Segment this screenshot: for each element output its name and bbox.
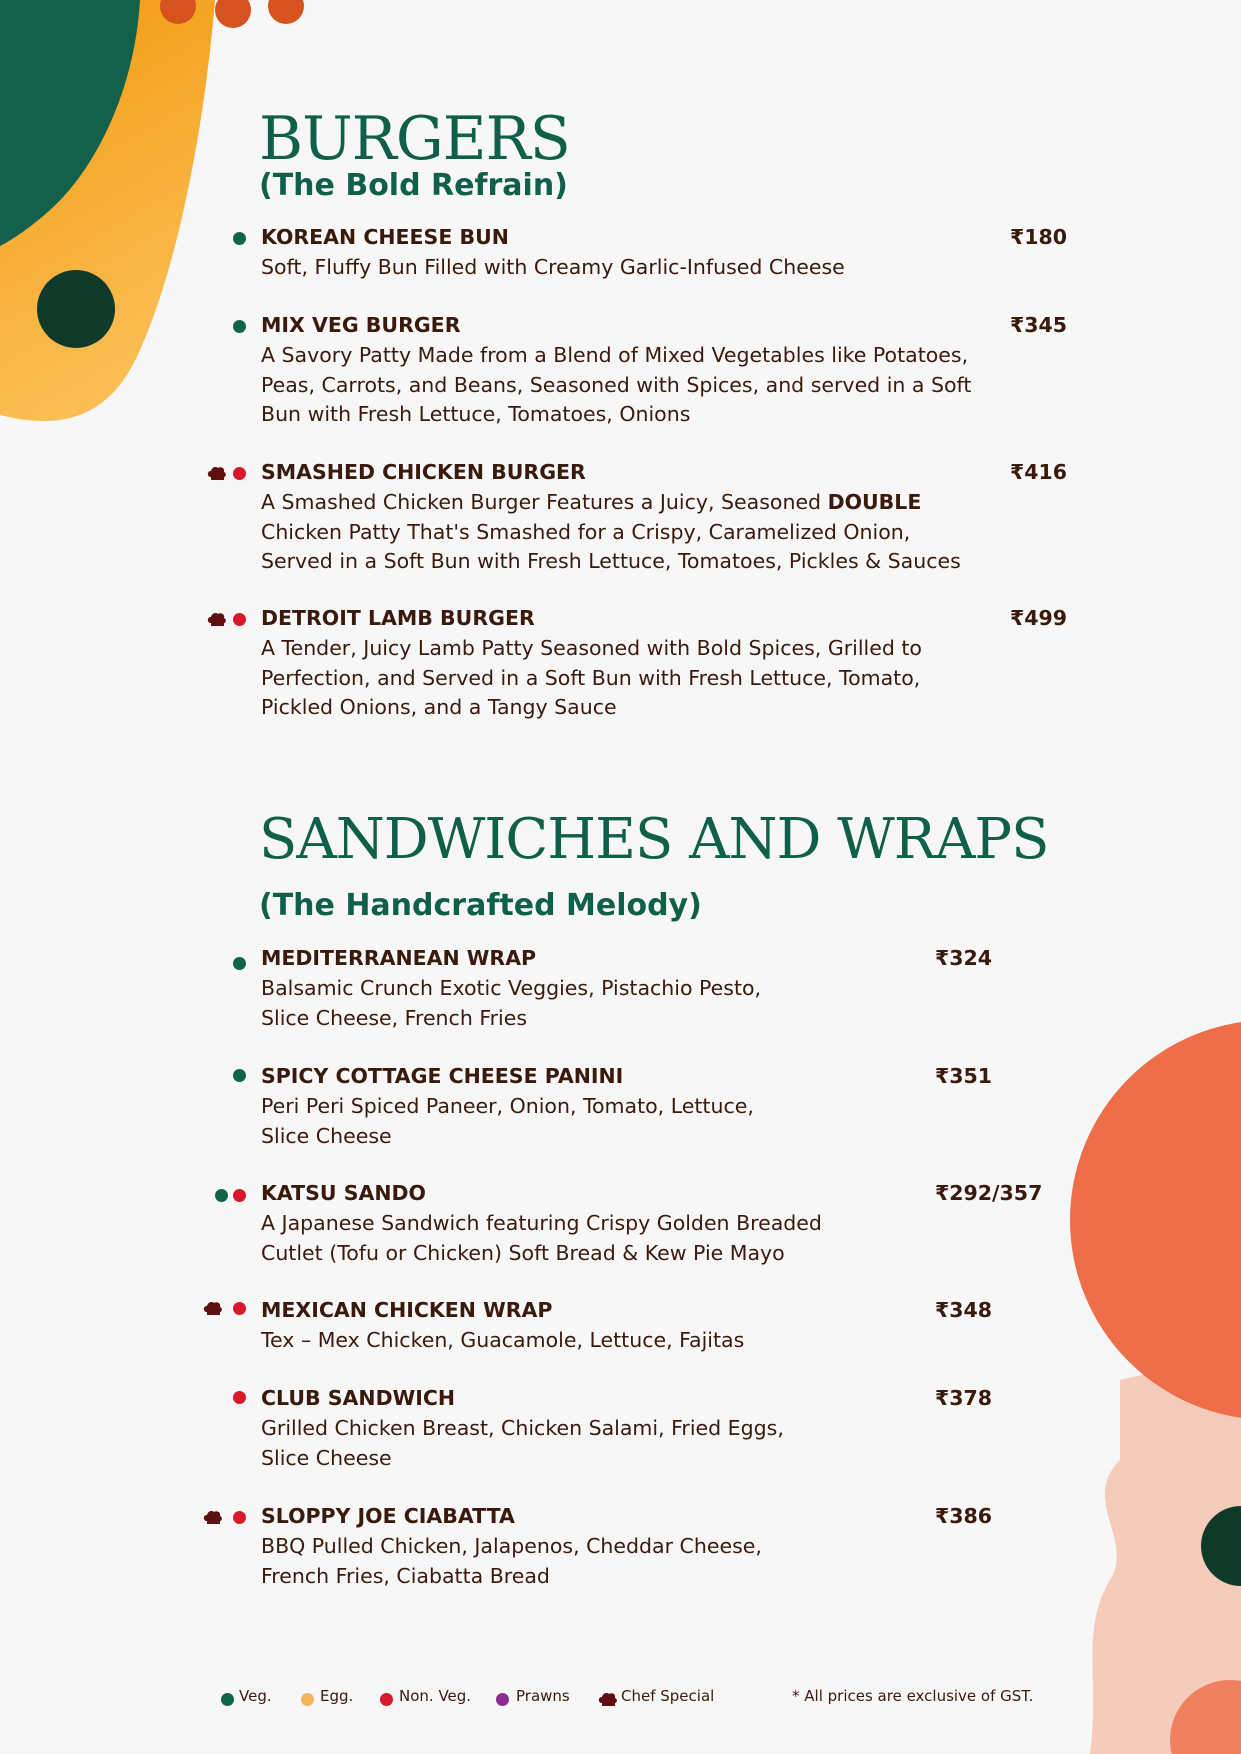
section-title-burgers: BURGERS [259, 104, 570, 174]
chef-hat-icon [203, 1301, 223, 1315]
legend-prawns-label: Prawns [516, 1687, 570, 1705]
item-description: Grilled Chicken Breast, Chicken Salami, Fried Eggs, Slice Cheese [261, 1416, 784, 1470]
item-name: KOREAN CHEESE BUN [261, 225, 509, 249]
item-price: ₹345 [1010, 313, 1068, 337]
legend-chef-special-label: Chef Special [621, 1687, 715, 1705]
item-price: ₹416 [1010, 460, 1068, 484]
legend-veg-label: Veg. [239, 1687, 272, 1705]
item-name: MIX VEG BURGER [261, 313, 461, 337]
legend-egg-dot [301, 1693, 314, 1706]
non-veg-marker [233, 1302, 246, 1315]
item-price: ₹292/357 [935, 1181, 1043, 1205]
item-description: Tex – Mex Chicken, Guacamole, Lettuce, Fajitas [261, 1328, 745, 1352]
item-description: Peri Peri Spiced Paneer, Onion, Tomato, Lettuce, Slice Cheese [261, 1094, 754, 1148]
non-veg-marker [233, 467, 246, 480]
item-description: Soft, Fluffy Bun Filled with Creamy Garlic-Infused Cheese [261, 255, 845, 279]
legend [0, 1687, 1241, 1711]
item-name: DETROIT LAMB BURGER [261, 606, 535, 630]
item-price: ₹378 [935, 1386, 993, 1410]
legend-prawns-dot [496, 1693, 509, 1706]
legend-egg-label: Egg. [320, 1687, 354, 1705]
non-veg-marker [233, 1391, 246, 1404]
item-price: ₹180 [1010, 225, 1068, 249]
non-veg-marker [233, 1189, 246, 1202]
item-name: MEDITERRANEAN WRAP [261, 946, 537, 970]
item-description: A Smashed Chicken Burger Features a Juicy, Seasoned DOUBLE Chicken Patty That's Smashed for a Crispy, Caramelized Onion, Served in a Soft Bun with Fresh Lettuce, Tomatoes, Pickles & Sauces [261, 490, 961, 573]
section-title-sandwiches-wraps: SANDWICHES AND WRAPS [259, 807, 1049, 872]
item-price: ₹348 [935, 1298, 993, 1322]
chef-hat-icon [598, 1692, 618, 1706]
bottom-right-decoration [1040, 980, 1241, 1754]
item-description: A Savory Patty Made from a Blend of Mixed Vegetables like Potatoes, Peas, Carrots, and Beans, Seasoned with Spices, and served in a Soft Bun with Fresh Lettuce, Tomatoes, Onions [261, 343, 972, 426]
item-name: CLUB SANDWICH [261, 1386, 456, 1410]
chef-hat-icon [207, 612, 227, 626]
item-description: Balsamic Crunch Exotic Veggies, Pistachio Pesto, Slice Cheese, French Fries [261, 976, 762, 1030]
item-name: KATSU SANDO [261, 1181, 426, 1205]
non-veg-marker [233, 1511, 246, 1524]
item-description: BBQ Pulled Chicken, Jalapenos, Cheddar Cheese, French Fries, Ciabatta Bread [261, 1534, 762, 1588]
legend-veg-dot [221, 1693, 234, 1706]
item-name: SMASHED CHICKEN BURGER [261, 460, 586, 484]
item-description: A Japanese Sandwich featuring Crispy Golden Breaded Cutlet (Tofu or Chicken) Soft Bread & Kew Pie Mayo [261, 1211, 822, 1265]
item-name: SLOPPY JOE CIABATTA [261, 1504, 515, 1528]
veg-marker [233, 320, 246, 333]
veg-marker [233, 957, 246, 970]
item-name: MEXICAN CHICKEN WRAP [261, 1298, 553, 1322]
item-name: SPICY COTTAGE CHEESE PANINI [261, 1064, 624, 1088]
gst-note: * All prices are exclusive of GST. [792, 1687, 1034, 1705]
veg-marker [233, 1069, 246, 1082]
section-subtitle-sandwiches-wraps: (The Handcrafted Melody) [259, 888, 702, 923]
chef-hat-icon [203, 1510, 223, 1524]
legend-non-veg-dot [380, 1693, 393, 1706]
chef-hat-icon [207, 466, 227, 480]
veg-marker [215, 1189, 228, 1202]
section-subtitle-burgers: (The Bold Refrain) [259, 168, 568, 203]
item-price: ₹351 [935, 1064, 993, 1088]
non-veg-marker [233, 613, 246, 626]
item-price: ₹499 [1010, 606, 1068, 630]
item-price: ₹324 [935, 946, 993, 970]
item-description: A Tender, Juicy Lamb Patty Seasoned with Bold Spices, Grilled to Perfection, and Served in a Soft Bun with Fresh Lettuce, Tomato, Pickled Onions, and a Tangy Sauce [261, 636, 922, 719]
item-price: ₹386 [935, 1504, 993, 1528]
legend-non-veg-label: Non. Veg. [399, 1687, 472, 1705]
veg-marker [233, 232, 246, 245]
